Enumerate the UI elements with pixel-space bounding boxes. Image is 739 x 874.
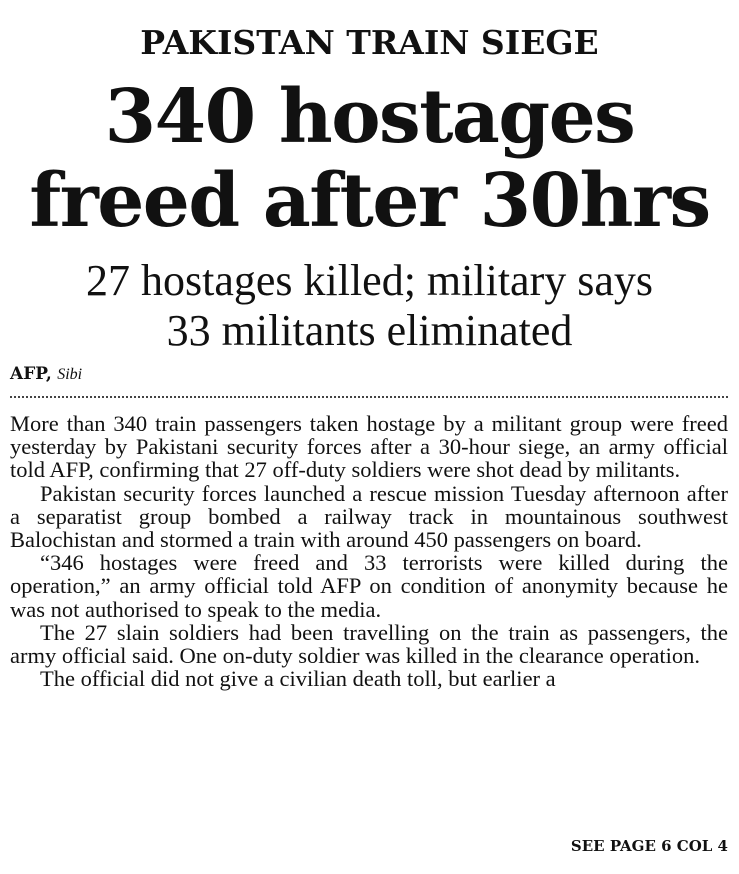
headline — [0, 75, 739, 243]
article-body — [10, 412, 728, 690]
dotted-divider — [10, 396, 728, 398]
subheadline-line-1: 27 hostages killed; military says — [85, 256, 654, 305]
byline — [10, 364, 82, 385]
article-paragraph: The 27 slain soldiers had been travelling on the train as passengers, the army official said. One on-duty soldier was killed in the clearance operation. — [10, 619, 728, 669]
article-paragraph: “346 hostages were freed and 33 terrorists were killed during the operation,” an army official told AFP on condition of anonymity because he was not authorised to speak to the media. — [10, 550, 728, 622]
byline-dateline: Sibi — [57, 366, 83, 383]
headline-line-2: freed after 30hrs — [29, 158, 710, 244]
headline-line-1: 340 hostages — [104, 74, 635, 160]
byline-agency: AFP, — [10, 364, 52, 384]
kicker-title: PAKISTAN TRAIN SIEGE — [140, 23, 599, 62]
continuation-jump-line: SEE PAGE 6 COL 4 — [570, 837, 728, 855]
subheadline — [0, 256, 739, 356]
subheadline-line-2: 33 militants eliminated — [166, 306, 573, 355]
article-paragraph: The official did not give a civilian death toll, but earlier a — [40, 666, 556, 692]
article-paragraph: More than 340 train passengers taken hostage by a militant group were freed yesterday by Pakistani security forces after a 30-hour siege, an army official told AFP, confirming that 27 off-duty soldiers were shot dead by militants. — [10, 411, 728, 483]
article-paragraph: Pakistan security forces launched a rescue mission Tuesday afternoon after a separatist group bombed a railway track in mountainous southwest Balochistan and stormed a train with around 450 passengers on board. — [10, 480, 728, 553]
